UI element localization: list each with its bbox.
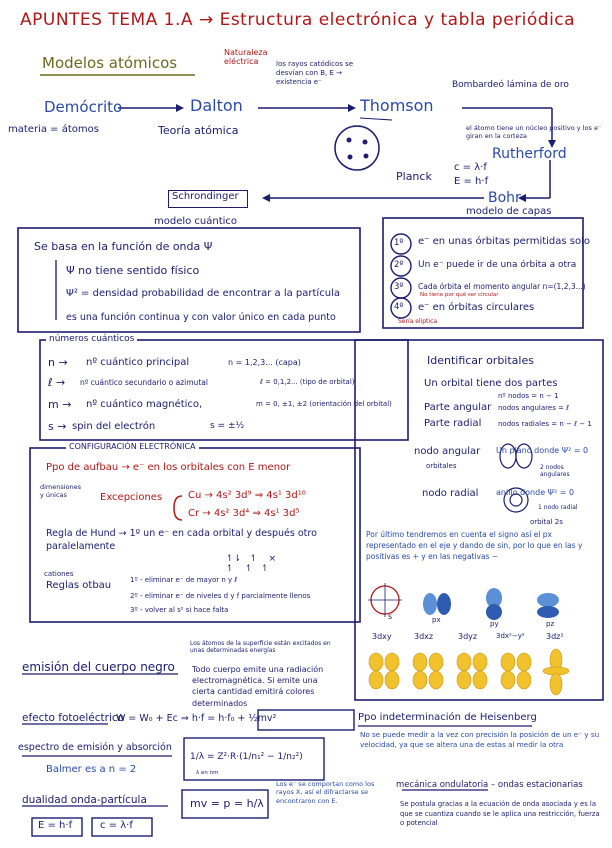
nodo-radial-desc: anillo donde Ψ² = 0 bbox=[496, 488, 575, 497]
label-3dyz: 3dyz bbox=[458, 632, 478, 641]
numeros-name-m: nº cuántico magnético, bbox=[86, 399, 203, 410]
box-c-lf: c = λ·f bbox=[100, 820, 133, 831]
capas-n4: 4º bbox=[394, 302, 404, 312]
aufbau-line: Ppo de aufbau → e⁻ en los orbitales con E menor bbox=[46, 462, 291, 473]
numeros-val-m: m = 0, ±1, ±2 (orientación del orbital) bbox=[256, 400, 392, 408]
capas-item1: e⁻ en unas órbitas permitidas solo bbox=[418, 236, 591, 247]
planck-eq2: E = h·f bbox=[454, 176, 489, 187]
planck-label: Planck bbox=[396, 170, 432, 183]
fotoelectrico-heading: efecto fotoeléctrico bbox=[22, 712, 125, 724]
capas-item3: Cada órbita el momento angular n=(1,2,3...) bbox=[418, 282, 586, 291]
config-heading: CONFIGURACIÓN ELECTRÓNICA bbox=[66, 442, 199, 451]
capas-heading: modelo de capas bbox=[462, 206, 555, 217]
balmer-line: Balmer es a n = 2 bbox=[46, 764, 137, 775]
cuantico-line3: Ψ² = densidad probabilidad de encontrar a la partícula bbox=[66, 288, 340, 299]
capas-n1: 1º bbox=[394, 238, 404, 248]
parte-radial-val: nodos radiales = n − ℓ − 1 bbox=[498, 420, 592, 428]
parte-angular-val: nodos angulares = ℓ bbox=[498, 404, 570, 412]
label-3dx2y2: 3dx²−y² bbox=[496, 632, 525, 640]
excep-label: Excepciones bbox=[100, 492, 163, 503]
emision-note: Los átomos de la superficie están excitados en unas determinadas energías bbox=[190, 640, 331, 655]
label-3dxz: 3dxz bbox=[414, 632, 434, 641]
bombardeo-note: Bombardeó lámina de oro bbox=[452, 80, 569, 90]
rutherford-label: Rutherford bbox=[492, 146, 567, 162]
emision-desc: Todo cuerpo emite una radiación electromagnética. Si emite una cierta cantidad emitirá colores determinados bbox=[192, 665, 324, 708]
identificar-line1: Un orbital tiene dos partes bbox=[424, 378, 558, 389]
rayos-note: los rayos catódicos se desvían con B, E → existencia e⁻ bbox=[276, 60, 354, 86]
teoria-label: Teoría atómica bbox=[158, 124, 239, 137]
hund-line: Regla de Hund → 1º un e⁻ en cada orbital y después otro paralelamente bbox=[46, 528, 317, 552]
label-3dz2: 3dz² bbox=[546, 632, 564, 641]
ondulatoria-heading: mecánica ondulatoria – ondas estacionarias bbox=[396, 780, 583, 790]
numeros-val-n: n = 1,2,3... (capa) bbox=[228, 358, 301, 367]
ondulatoria-text: Se postula gracias a la ecuación de onda asociada y es la que se cuantiza cuando se le aplica una restricción, fuerza o potencial bbox=[400, 800, 600, 828]
numeros-heading: números cuánticos bbox=[46, 334, 137, 344]
heisenberg-text: No se puede medir a la vez con precisión la posición de un e⁻ y su velocidad, ya que se altera una de estas al medir la otra bbox=[360, 730, 600, 749]
numeros-name-l: nº cuántico secundario o azimutal bbox=[80, 378, 208, 387]
capas-n3: 3º bbox=[394, 282, 404, 292]
espectro-heading: espectro de emisión y absorción bbox=[18, 742, 172, 753]
capas-note2: Sería elíptica bbox=[398, 318, 438, 325]
identificar-line1b: nº nodos = n − 1 bbox=[498, 392, 559, 400]
excep-cu: Cu → 4s² 3d⁹ ⇒ 4s¹ 3d¹⁰ bbox=[188, 490, 306, 501]
naturaleza-note: Naturaleza eléctrica bbox=[224, 48, 268, 66]
dualidad-eq: mv = p = h/λ bbox=[190, 797, 264, 810]
excep-side: dimensiones y únicas bbox=[40, 483, 82, 499]
schrodinger-label: Schrondinger bbox=[172, 191, 239, 202]
page-title: APUNTES TEMA 1.A → Estructura electrónica y tabla periódica bbox=[20, 10, 576, 30]
atomo-note: el átomo tiene un núcleo positivo y los e⁻ giran en la corteza bbox=[466, 124, 602, 141]
nodo-radial-label: nodo radial bbox=[422, 488, 479, 499]
nodo-angular-desc: Un plano donde Ψ² = 0 bbox=[496, 446, 589, 455]
democrito-label: Demócrito bbox=[44, 98, 123, 116]
capas-item2: Un e⁻ puede ir de una órbita a otra bbox=[418, 260, 577, 270]
models-heading: Modelos atómicos bbox=[42, 54, 178, 72]
reglas-label: Reglas otbau bbox=[46, 580, 112, 591]
capas-note1: No tiene por qué ser circular bbox=[420, 292, 499, 298]
fotoelectrico-eq: W = W₀ + Ec ⇒ h·f = h·f₀ + ½mv² bbox=[116, 713, 277, 724]
numeros-name-n: nº cuántico principal bbox=[86, 357, 190, 368]
lambda-unit: λ en nm bbox=[196, 770, 219, 776]
cuantico-heading: modelo cuántico bbox=[150, 216, 241, 227]
identificar-heading: Identificar orbitales bbox=[424, 354, 537, 367]
nodos-ang2: 2 nodos angulares bbox=[540, 464, 570, 478]
numeros-sym-s: s → bbox=[48, 420, 67, 433]
dualidad-heading: dualidad onda-partícula bbox=[22, 794, 147, 806]
parte-radial: Parte radial bbox=[424, 418, 482, 429]
materia-label: materia = átomos bbox=[8, 124, 99, 135]
orbital-2s: orbital 2s bbox=[530, 518, 563, 526]
numeros-name-s: spin del electrón bbox=[72, 421, 156, 432]
heisenberg-heading: Ppo indeterminación de Heisenberg bbox=[358, 712, 537, 723]
espectro-eq: 1/λ = Z²·R·(1/n₁² − 1/n₂²) bbox=[190, 752, 303, 762]
cuantico-line2: Ψ no tiene sentido físico bbox=[66, 264, 200, 277]
numeros-sym-l: ℓ → bbox=[48, 376, 66, 389]
dualidad-note: Los e⁻ se comportan como los rayos X, así el difractarse se encontraron con E. bbox=[276, 780, 375, 805]
nodo-radial2: 1 nodo radial bbox=[538, 504, 578, 511]
label-px: px bbox=[432, 616, 441, 624]
label-pz: pz bbox=[546, 620, 555, 628]
reglas-2: 2º - eliminar e⁻ de niveles d y f parcialmente llenos bbox=[130, 592, 311, 600]
excep-cr: Cr → 4s² 3d⁴ ⇒ 4s¹ 3d⁵ bbox=[188, 508, 300, 519]
hund-diagram: ↿⇂ ↿ × ↿ ↿ ↿ bbox=[226, 554, 277, 574]
label-3dxy: 3dxy bbox=[372, 632, 392, 641]
reglas-1: 1º - eliminar e⁻ de mayor n y ℓ bbox=[130, 576, 238, 584]
emision-heading: emisión del cuerpo negro bbox=[22, 660, 175, 674]
orbitales-label: orbitales bbox=[426, 462, 457, 470]
capas-item4: e⁻ en órbitas circulares bbox=[418, 302, 535, 313]
numeros-sym-n: n → bbox=[48, 356, 68, 369]
nodo-angular-label: nodo angular bbox=[414, 446, 481, 457]
capas-n2: 2º bbox=[394, 260, 404, 270]
thomson-label: Thomson bbox=[360, 96, 434, 115]
numeros-val-s: s = ±½ bbox=[210, 421, 245, 431]
cuantico-line4: es una función continua y con valor único en cada punto bbox=[66, 312, 336, 323]
parte-angular: Parte angular bbox=[424, 402, 492, 413]
bohr-label: Bohr bbox=[488, 190, 521, 206]
planck-eq1: c = λ·f bbox=[454, 162, 487, 173]
dalton-label: Dalton bbox=[190, 96, 243, 115]
box-e-hf: E = h·f bbox=[38, 820, 73, 831]
label-py: py bbox=[490, 620, 499, 628]
cuantico-line1: Se basa en la función de onda Ψ bbox=[34, 240, 213, 253]
numeros-val-l: ℓ = 0,1,2... (tipo de orbital) bbox=[260, 378, 355, 386]
numeros-sym-m: m → bbox=[48, 398, 72, 411]
cationes-label: cationes bbox=[44, 570, 74, 578]
identificar-parrafo: Por último tendremos en cuenta el signo así el px representado en el eje y dando de sin, por lo que en las y positivas es + y en las negativas − bbox=[366, 530, 583, 561]
label-s: s bbox=[388, 612, 393, 621]
reglas-3: 3º - volver al s² si hace falta bbox=[130, 606, 229, 614]
